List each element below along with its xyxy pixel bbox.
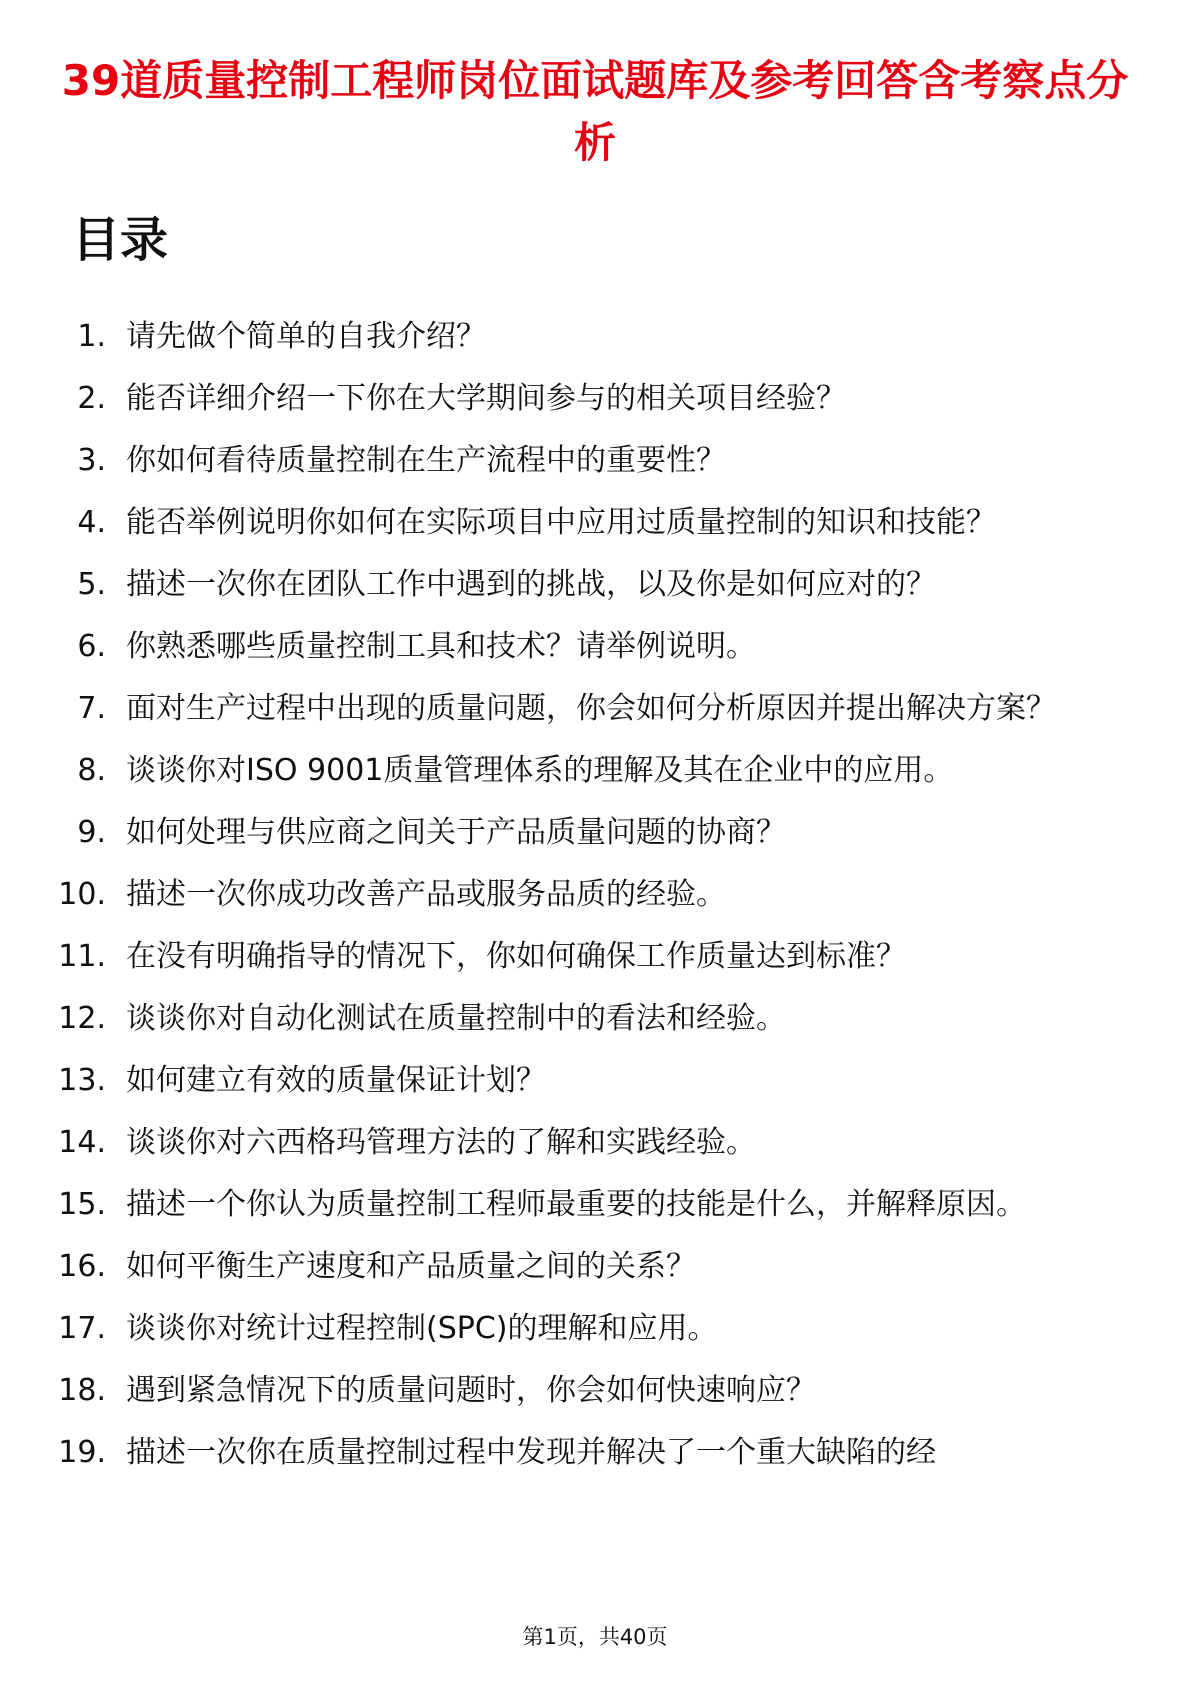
- toc-item-number: 17.: [58, 1311, 106, 1346]
- toc-item-number: 13.: [58, 1063, 106, 1098]
- toc-item-text: 请先做个简单的自我介绍？: [126, 319, 486, 354]
- toc-item[interactable]: [50, 1432, 1110, 1473]
- toc-item-text: 描述一个你认为质量控制工程师最重要的技能是什么，并解释原因。: [126, 1187, 1026, 1222]
- toc-item-text: 谈谈你对六西格玛管理方法的了解和实践经验。: [126, 1125, 756, 1160]
- toc-item[interactable]: [50, 1246, 1110, 1287]
- toc-item-number: 9.: [77, 815, 106, 850]
- toc-item[interactable]: [50, 1370, 1110, 1411]
- toc-item[interactable]: [50, 1184, 1110, 1225]
- toc-item-number: 12.: [58, 1001, 106, 1036]
- toc-item-number: 14.: [58, 1125, 106, 1160]
- toc-item-text: 能否详细介绍一下你在大学期间参与的相关项目经验？: [126, 381, 846, 416]
- toc-item-number: 7.: [77, 691, 106, 726]
- toc-item-number: 4.: [77, 505, 106, 540]
- toc-item-text: 遇到紧急情况下的质量问题时，你会如何快速响应？: [126, 1373, 816, 1408]
- toc-item[interactable]: [50, 1308, 1110, 1349]
- toc-item-number: 15.: [58, 1187, 106, 1222]
- toc-item-text: 面对生产过程中出现的质量问题，你会如何分析原因并提出解决方案？: [126, 691, 1056, 726]
- toc-item[interactable]: [50, 626, 1110, 667]
- toc-item-number: 18.: [58, 1373, 106, 1408]
- toc-item[interactable]: [50, 378, 1110, 419]
- toc-item[interactable]: [50, 502, 1110, 543]
- toc-item-number: 8.: [77, 753, 106, 788]
- toc-item[interactable]: [50, 1122, 1110, 1163]
- toc-item-number: 2.: [77, 381, 106, 416]
- toc-item-text: 你如何看待质量控制在生产流程中的重要性？: [126, 443, 726, 478]
- toc-item-text: 如何处理与供应商之间关于产品质量问题的协商？: [126, 815, 786, 850]
- toc-item-text: 如何平衡生产速度和产品质量之间的关系？: [126, 1249, 696, 1284]
- page-footer: 第1页，共40页: [522, 1625, 668, 1649]
- toc-heading: 目录: [72, 212, 169, 268]
- toc-item-text: 谈谈你对ISO 9001质量管理体系的理解及其在企业中的应用。: [126, 753, 954, 788]
- toc-item-text: 描述一次你在团队工作中遇到的挑战，以及你是如何应对的？: [126, 567, 936, 602]
- toc-item-number: 6.: [77, 629, 106, 664]
- toc-item[interactable]: [50, 750, 1110, 791]
- toc-item-number: 3.: [77, 443, 106, 478]
- document-title: 39道质量控制工程师岗位面试题库及参考回答含考察点分析: [61, 56, 1129, 167]
- toc-item[interactable]: [50, 688, 1110, 729]
- toc-item[interactable]: [50, 998, 1110, 1039]
- toc-item-number: 19.: [58, 1435, 106, 1470]
- toc-item[interactable]: [50, 564, 1110, 605]
- toc-item-number: 1.: [77, 319, 106, 354]
- toc-item[interactable]: [50, 316, 1110, 357]
- toc-list: [50, 316, 1110, 1494]
- toc-item[interactable]: [50, 1060, 1110, 1101]
- toc-item[interactable]: [50, 440, 1110, 481]
- toc-item[interactable]: [50, 936, 1110, 977]
- toc-item-number: 10.: [58, 877, 106, 912]
- toc-item-text: 你熟悉哪些质量控制工具和技术？请举例说明。: [126, 629, 756, 664]
- toc-item-number: 16.: [58, 1249, 106, 1284]
- toc-item-text: 描述一次你在质量控制过程中发现并解决了一个重大缺陷的经: [126, 1435, 936, 1470]
- toc-item-number: 11.: [58, 939, 106, 974]
- toc-item[interactable]: [50, 874, 1110, 915]
- toc-item[interactable]: [50, 812, 1110, 853]
- toc-item-text: 如何建立有效的质量保证计划？: [126, 1063, 546, 1098]
- toc-item-text: 谈谈你对自动化测试在质量控制中的看法和经验。: [126, 1001, 786, 1036]
- toc-item-text: 谈谈你对统计过程控制(SPC)的理解和应用。: [126, 1311, 718, 1346]
- toc-item-text: 描述一次你成功改善产品或服务品质的经验。: [126, 877, 726, 912]
- toc-item-text: 能否举例说明你如何在实际项目中应用过质量控制的知识和技能？: [126, 505, 996, 540]
- toc-item-text: 在没有明确指导的情况下，你如何确保工作质量达到标准？: [126, 939, 906, 974]
- toc-item-number: 5.: [77, 567, 106, 602]
